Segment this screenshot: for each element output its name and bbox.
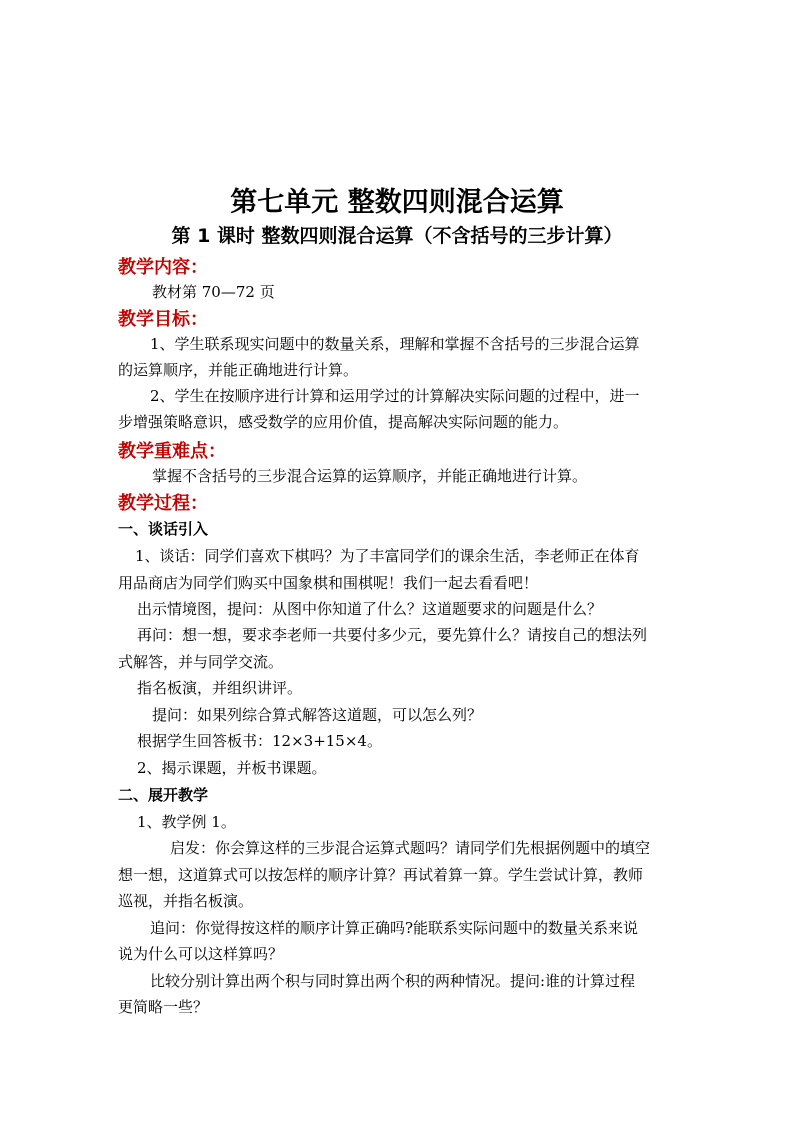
goal2-line2: 步增强策略意识，感受数学的应用价值，提高解决实际问题的能力。 xyxy=(118,413,569,431)
part2-p2-line3: 巡视，并指名板演。 xyxy=(118,892,254,910)
goal1-line2: 的运算顺序，并能正确地进行计算。 xyxy=(118,361,359,379)
part1-heading: 一、谈话引入 xyxy=(118,520,209,538)
part1-p2: 出示情境图，提问：从图中你知道了什么？这道题要求的问题是什么？ xyxy=(137,600,603,618)
lesson-subtitle: 第 1 课时 整数四则混合运算（不含括号的三步计算） xyxy=(171,225,623,247)
part2-p3-line2: 说为什么可以这样算吗？ xyxy=(118,945,284,963)
keypoints-text: 掌握不含括号的三步混合运算的运算顺序，并能正确地进行计算。 xyxy=(152,467,588,485)
part1-p6: 根据学生回答板书：12×3+15×4。 xyxy=(137,732,382,750)
part1-p3-line2: 式解答，并与同学交流。 xyxy=(118,653,284,671)
goal2-line1: 2、学生在按顺序进行计算和运用学过的计算解决实际问题的过程中，进一 xyxy=(150,387,640,405)
part2-p4-line1: 比较分别计算出两个积与同时算出两个积的两种情况。提问:谁的计算过程 xyxy=(150,972,636,990)
part1-p7: 2、揭示课题，并板书课题。 xyxy=(137,759,327,777)
part2-p3-line1: 追问：你觉得按这样的顺序计算正确吗?能联系实际问题中的数量关系来说 xyxy=(150,919,639,937)
part2-p4-line2: 更简略一些？ xyxy=(118,998,209,1016)
part1-p4: 指名板演，并组织讲评。 xyxy=(137,679,303,697)
part2-p1: 1、教学例 1。 xyxy=(137,813,236,831)
section-heading-content: 教学内容： xyxy=(118,257,208,278)
part2-p2-line2: 想一想，这道算式可以按怎样的顺序计算？再试着算一算。学生尝试计算，教师 xyxy=(118,866,644,884)
part1-p1-line2: 用品商店为同学们购买中国象棋和围棋呢！我们一起去看看吧！ xyxy=(118,574,539,592)
goal1-line1: 1、学生联系现实问题中的数量关系，理解和掌握不含括号的三步混合运算 xyxy=(150,335,640,353)
section-heading-keypoints: 教学重难点： xyxy=(118,441,226,462)
part2-p2-line1: 启发：你会算这样的三步混合运算式题吗？请同学们先根据例题中的填空 xyxy=(170,839,651,857)
document-title: 第七单元 整数四则混合运算 xyxy=(230,187,564,218)
part2-heading: 二、展开教学 xyxy=(118,786,209,804)
part1-p3-line1: 再问：想一想，要求李老师一共要付多少元，要先算什么？请按自己的想法列 xyxy=(137,626,648,644)
part1-p1-line1: 1、谈话：同学们喜欢下棋吗？为了丰富同学们的课余生活，李老师正在体育 xyxy=(135,547,640,565)
section-heading-process: 教学过程： xyxy=(118,493,208,514)
section-heading-goals: 教学目标： xyxy=(118,309,208,330)
part1-p5: 提问：如果列综合算式解答这道题，可以怎么列？ xyxy=(152,706,483,724)
content-text: 教材第 70—72 页 xyxy=(152,283,275,301)
